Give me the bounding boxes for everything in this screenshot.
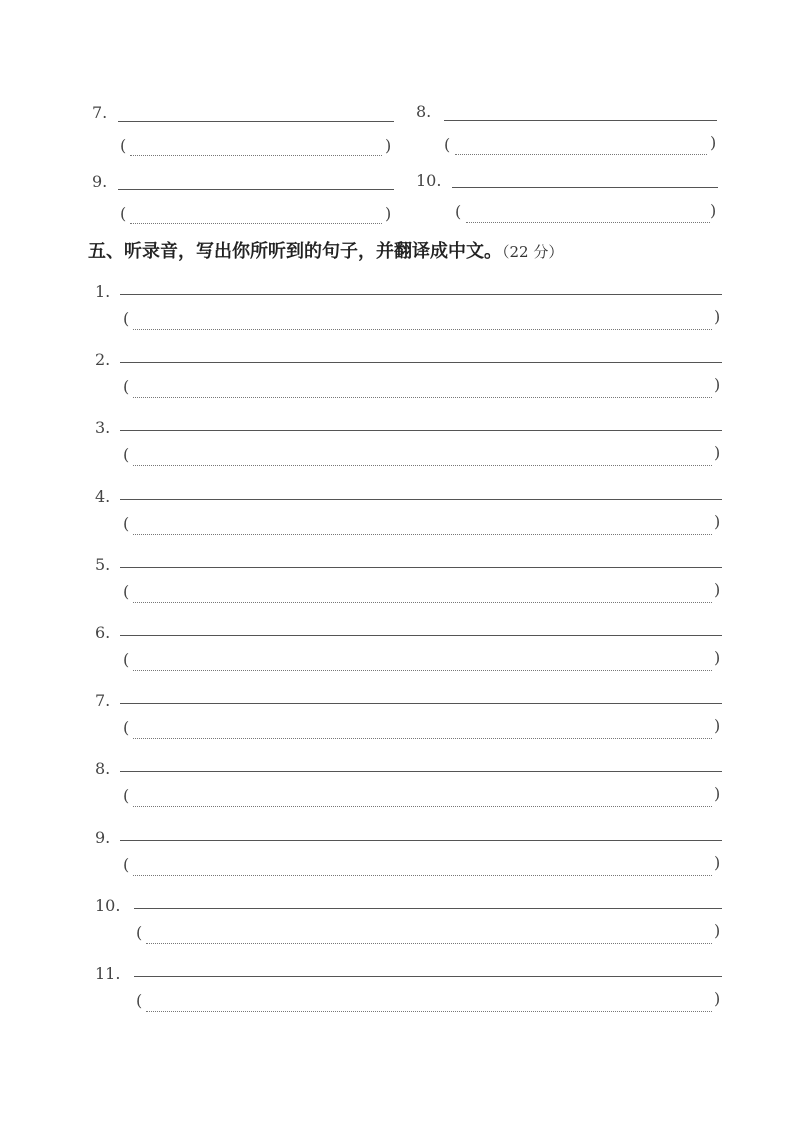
close-paren: ): [714, 784, 721, 804]
close-paren: ): [714, 307, 721, 326]
open-paren: (: [136, 922, 143, 942]
close-paren: ): [714, 511, 721, 531]
answer-line[interactable]: [120, 362, 722, 363]
close-paren: ): [714, 375, 721, 395]
close-paren: ): [385, 204, 392, 223]
translation-line[interactable]: [133, 534, 712, 535]
open-paren: (: [123, 650, 130, 669]
item-number: 3.: [95, 418, 111, 438]
open-paren: (: [123, 854, 130, 874]
translation-line[interactable]: [130, 223, 382, 224]
item-number: 9.: [92, 172, 108, 191]
translation-line[interactable]: [455, 154, 707, 155]
close-paren: ): [714, 716, 721, 736]
item-number: 5.: [95, 554, 111, 574]
translation-line[interactable]: [133, 875, 712, 876]
item-number: 8.: [416, 102, 432, 121]
translation-line[interactable]: [146, 943, 712, 944]
close-paren: ): [714, 920, 721, 940]
answer-line[interactable]: [120, 635, 722, 636]
translation-line[interactable]: [133, 806, 712, 807]
item-number: 10.: [95, 895, 121, 915]
open-paren: (: [123, 718, 130, 738]
translation-line[interactable]: [133, 329, 712, 330]
open-paren: (: [123, 513, 130, 533]
close-paren: ): [714, 989, 721, 1008]
translation-line[interactable]: [133, 602, 712, 603]
translation-line[interactable]: [466, 222, 710, 223]
item-number: 10.: [416, 171, 442, 190]
answer-line[interactable]: [120, 430, 722, 431]
translation-line[interactable]: [133, 670, 712, 671]
open-paren: (: [444, 135, 451, 154]
close-paren: ): [710, 133, 717, 152]
section-title: 五、听录音，写出你所听到的句子，并翻译成中文。: [88, 241, 502, 262]
answer-line[interactable]: [120, 499, 722, 500]
close-paren: ): [710, 201, 717, 220]
item-number: 7.: [95, 691, 111, 711]
item-number: 8.: [95, 759, 111, 779]
close-paren: ): [714, 852, 721, 872]
open-paren: (: [136, 991, 143, 1010]
answer-line[interactable]: [120, 840, 722, 841]
open-paren: (: [123, 786, 130, 806]
item-number: 11.: [95, 964, 121, 983]
item-number: 9.: [95, 827, 111, 847]
answer-line[interactable]: [118, 189, 394, 190]
answer-line[interactable]: [120, 567, 722, 568]
open-paren: (: [123, 377, 130, 397]
answer-line[interactable]: [452, 187, 718, 188]
open-paren: (: [455, 202, 462, 221]
open-paren: (: [123, 309, 130, 328]
item-number: 2.: [95, 350, 111, 370]
translation-line[interactable]: [133, 397, 712, 398]
answer-line[interactable]: [444, 120, 717, 121]
close-paren: ): [385, 136, 392, 155]
close-paren: ): [714, 579, 721, 599]
item-number: 7.: [92, 103, 108, 122]
translation-line[interactable]: [133, 465, 712, 466]
answer-line[interactable]: [118, 121, 394, 122]
close-paren: ): [714, 443, 721, 463]
item-number: 4.: [95, 486, 111, 506]
close-paren: ): [714, 648, 721, 667]
open-paren: (: [123, 445, 130, 465]
open-paren: (: [120, 136, 127, 155]
answer-line[interactable]: [134, 976, 722, 977]
item-number: 1.: [95, 282, 111, 301]
answer-line[interactable]: [120, 294, 722, 295]
translation-line[interactable]: [133, 738, 712, 739]
translation-line[interactable]: [146, 1011, 712, 1012]
answer-line[interactable]: [134, 908, 722, 909]
open-paren: (: [123, 581, 130, 601]
open-paren: (: [120, 204, 127, 223]
section-heading: [88, 241, 563, 263]
answer-line[interactable]: [120, 771, 722, 772]
item-number: 6.: [95, 623, 111, 642]
section-points: （22 分）: [502, 243, 564, 261]
answer-line[interactable]: [120, 703, 722, 704]
translation-line[interactable]: [130, 155, 382, 156]
